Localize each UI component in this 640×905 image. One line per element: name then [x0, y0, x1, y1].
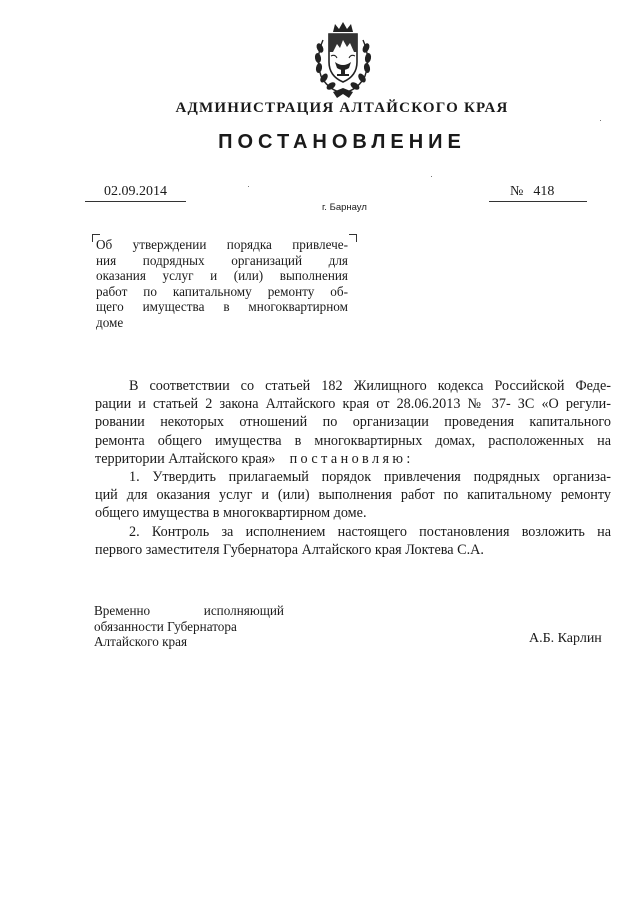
preamble-line: рации и статьей 2 закона Алтайского края от 28.06.2013 № 37- ЗС «О регули- — [95, 396, 611, 413]
subject-corner-mark-right — [349, 234, 357, 242]
organization-name: АДМИНИСТРАЦИЯ АЛТАЙСКОГО КРАЯ — [175, 100, 509, 116]
number-value: 418 — [533, 184, 555, 199]
resolve-word: постановляю: — [289, 450, 414, 467]
subject-line: оказания услуг и (или) выполнения — [96, 268, 348, 284]
scan-speck — [248, 186, 249, 187]
signatory-position-line: обязанности Губернатора — [94, 618, 237, 634]
decree-subject — [96, 237, 348, 331]
decree-date: 02.09.2014 — [85, 184, 186, 202]
item-1-line: ций для оказания услуг и (или) выполнения работ по капитальному ремонту — [95, 487, 611, 504]
preamble-line: ремонта общего имущества в многоквартирных домах, расположенных на — [95, 432, 611, 449]
signatory-position-line: Алтайского края — [94, 634, 188, 650]
subject-line: работ по капитальному ремонту об- — [96, 283, 348, 299]
item-1-line: 1. Утвердить прилагаемый порядок привлечения подрядных организа- — [129, 469, 611, 486]
item-2-line: 2. Контроль за исполнением настоящего постановления возложить на — [129, 523, 611, 540]
scan-speck — [600, 120, 601, 121]
coat-of-arms-emblem — [309, 18, 377, 100]
decree-number — [489, 184, 587, 202]
item-2-line: первого заместителя Губернатора Алтайского края Локтева С.А. — [95, 541, 484, 558]
preamble-line: ровании некоторых отношений по организации проведения капитального — [95, 414, 611, 431]
preamble-line: В соответствии со статьей 182 Жилищного кодекса Российской Феде- — [129, 378, 611, 394]
preamble-last-line — [95, 450, 611, 468]
decree-body — [95, 377, 611, 559]
subject-line: ния подрядных организаций для — [96, 252, 348, 268]
subject-line: доме — [96, 314, 124, 330]
subject-line: Об утверждении порядка привлече- — [96, 237, 348, 252]
city-label: г. Барнаул — [322, 202, 367, 213]
subject-line: щего имущества в многоквартирном — [96, 299, 348, 315]
signatory-position-line: Временно исполняющий — [94, 603, 284, 618]
scan-speck — [431, 176, 432, 177]
preamble-territory-text: территории Алтайского края» — [95, 450, 276, 467]
document-type-title: ПОСТАНОВЛЕНИЕ — [218, 131, 466, 153]
signatory-position — [94, 603, 284, 650]
item-1-line: общего имущества в многоквартирном доме. — [95, 505, 367, 522]
number-sign: № — [510, 184, 524, 199]
signatory-name: А.Б. Карлин — [529, 631, 602, 646]
